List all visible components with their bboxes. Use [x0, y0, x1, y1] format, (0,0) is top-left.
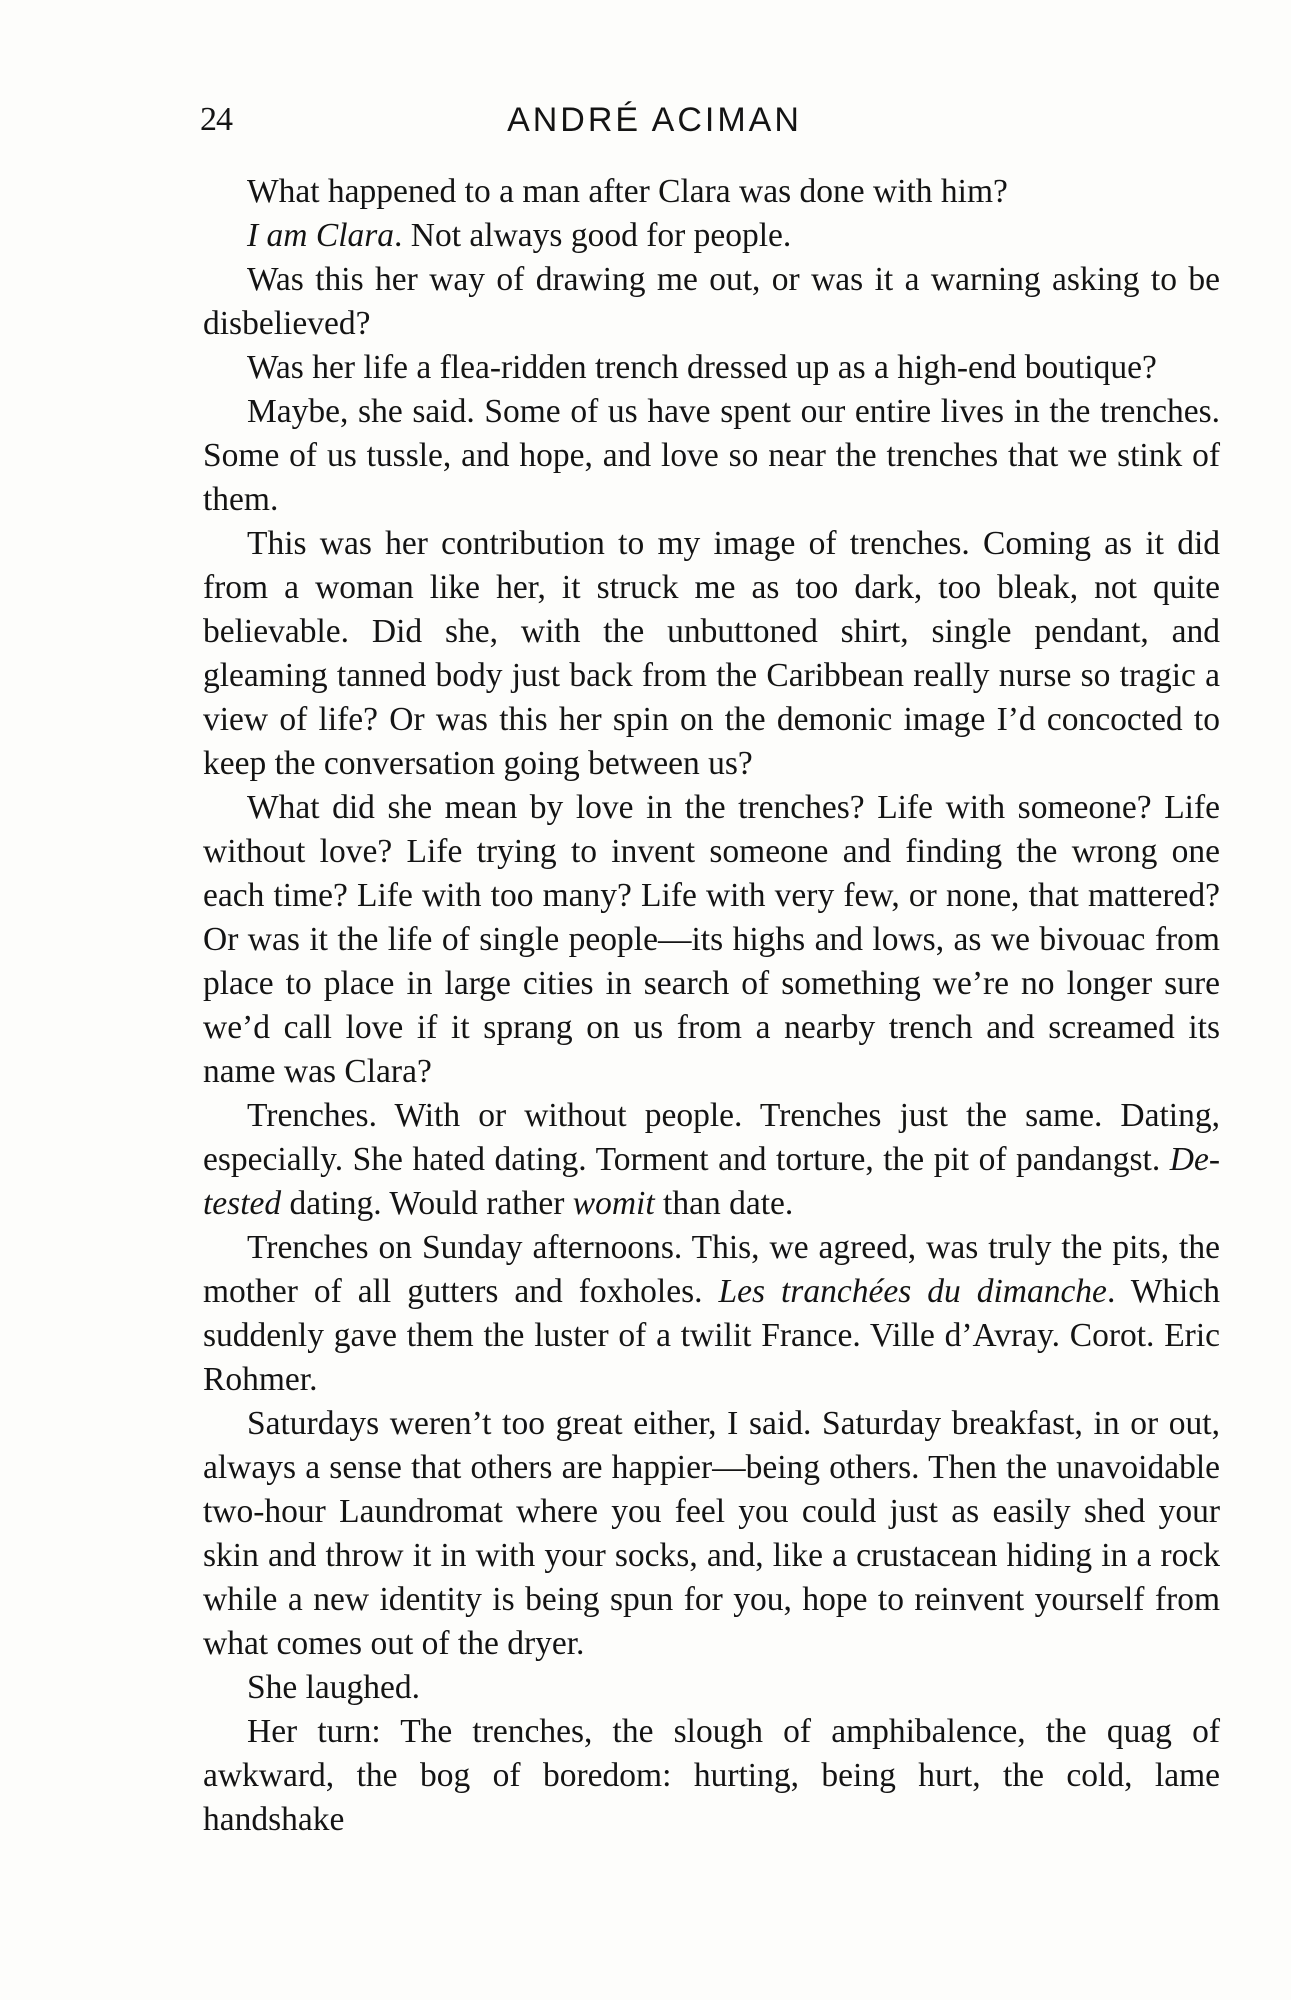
paragraph — [203, 1710, 1220, 1842]
text-run: Trenches. With or without people. Trenches just the same. Dating, especially. She hated dating. Torment and torture, the pit of pandangst. — [203, 1097, 1220, 1178]
running-head: ANDRÉ ACIMAN — [507, 101, 802, 139]
body-text — [203, 170, 1220, 1842]
paragraph — [203, 786, 1220, 1094]
text-run: . Not always good for people. — [394, 217, 792, 254]
paragraph — [203, 346, 1220, 390]
italic-text: I am Clara — [247, 217, 395, 254]
page-number: 24 — [200, 101, 232, 138]
text-run: What did she mean by love in the trenches? Life with someone? Life without love? Life trying to invent someone and finding the wrong one each time? Life with too many? Life with very few, or none, that mattered? Or was it the life of single people—its highs and lows, as we bivouac from place to place in large cities in search of something we’re no longer sure we’d call love if it sprang on us from a nearby trench and screamed its name was Clara? — [203, 789, 1220, 1090]
paragraph — [203, 1094, 1220, 1226]
text-run: This was her contribution to my image of trenches. Coming as it did from a woman like her, it struck me as too dark, too bleak, not quite believable. Did she, with the unbuttoned shirt, single pendant, and gleaming tanned body just back from the Caribbean really nurse so tragic a view of life? Or was this her spin on the demonic image I’d concocted to keep the conversation going between us? — [203, 525, 1220, 782]
text-run: She laughed. — [247, 1669, 421, 1706]
text-run: Saturdays weren’t too great either, I said. Saturday breakfast, in or out, always a sense that others are happier—being others. Then the unavoidable two-hour Laundromat where you feel you could just as easily shed your skin and throw it in with your socks, and, like a crustacean hiding in a rock while a new identity is being spun for you, hope to reinvent yourself from what comes out of the dryer. — [203, 1405, 1220, 1662]
text-run: Trenches on Sunday afternoons. This, we agreed, was truly the pits, the mother of all gutters and foxholes. — [203, 1229, 1220, 1310]
text-run: What happened to a man after Clara was done with him? — [247, 173, 1008, 210]
italic-text: De-tested — [203, 1141, 1220, 1222]
text-run: Maybe, she said. Some of us have spent our entire lives in the trenches. Some of us tussle, and hope, and love so near the trenches that we stink of them. — [203, 393, 1220, 518]
paragraph — [203, 258, 1220, 346]
paragraph — [203, 214, 1220, 258]
text-run: Her turn: The trenches, the slough of amphibalence, the quag of awkward, the bog of boredom: hurting, being hurt, the cold, lame handshake — [203, 1713, 1220, 1838]
paragraph — [203, 1666, 1220, 1710]
text-run: Was her life a flea-ridden trench dressed up as a high-end boutique? — [247, 349, 1157, 386]
italic-text: womit — [572, 1185, 655, 1222]
paragraph — [203, 1226, 1220, 1402]
paragraph — [203, 170, 1220, 214]
paragraph — [203, 1402, 1220, 1666]
text-run: dating. Would rather — [281, 1185, 573, 1222]
paragraph — [203, 522, 1220, 786]
italic-text: Les tranchées du dimanche — [718, 1273, 1107, 1310]
paragraph — [203, 390, 1220, 522]
text-run: . Which suddenly gave them the luster of a twilit France. Ville d’Avray. Corot. Eric Rohmer. — [203, 1273, 1220, 1398]
text-run: Was this her way of drawing me out, or was it a warning asking to be disbelieved? — [203, 261, 1220, 342]
text-run: than date. — [654, 1185, 794, 1222]
